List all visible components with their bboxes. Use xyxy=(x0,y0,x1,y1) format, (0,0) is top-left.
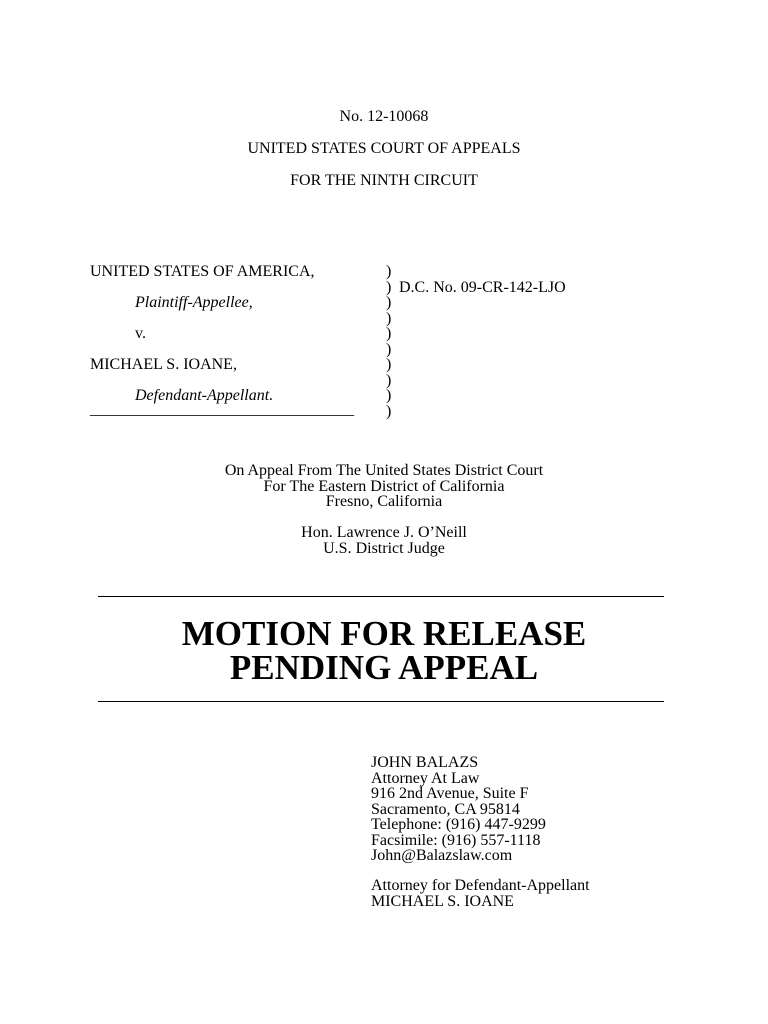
paren-mark: ) xyxy=(386,278,392,296)
plaintiff-name: UNITED STATES OF AMERICA, xyxy=(90,263,315,280)
district-court-number: D.C. No. 09-CR-142-LJO xyxy=(399,279,566,296)
attorney-block xyxy=(371,755,546,864)
defendant-role: Defendant-Appellant. xyxy=(135,387,274,404)
title-rule-bottom xyxy=(98,701,664,702)
judge-name: Hon. Lawrence J. O’Neill xyxy=(301,524,467,541)
plaintiff-role-text: Plaintiff-Appellee xyxy=(135,294,249,311)
attorney-address-1: 916 2nd Avenue, Suite F xyxy=(371,785,529,802)
appeal-line-2: For The Eastern District of California xyxy=(263,477,505,495)
court-name: UNITED STATES COURT OF APPEALS xyxy=(247,140,521,157)
attorney-title: Attorney At Law xyxy=(371,769,480,787)
caption-underline: _________________________________ xyxy=(90,401,354,418)
case-number: No. 12-10068 xyxy=(339,108,429,125)
paren-mark: ) xyxy=(386,356,392,373)
paren-mark: ) xyxy=(386,402,392,420)
paren-mark: ) xyxy=(386,294,392,311)
paren-mark: ) xyxy=(386,263,392,280)
attorney-role-block xyxy=(371,878,590,909)
document-title xyxy=(0,614,768,687)
attorney-email: John@Balazslaw.com xyxy=(371,847,513,864)
paren-mark: ) xyxy=(386,387,392,404)
title-line-2: PENDING APPEAL xyxy=(229,648,539,687)
plaintiff-role xyxy=(135,294,253,312)
caption-parentheses xyxy=(386,264,396,419)
title-rule-top xyxy=(98,596,664,597)
court-circuit: FOR THE NINTH CIRCUIT xyxy=(290,172,478,189)
paren-mark: ) xyxy=(386,371,392,389)
plaintiff-role-comma: , xyxy=(248,294,253,311)
attorney-address-2: Sacramento, CA 95814 xyxy=(371,800,520,818)
attorney-telephone: Telephone: (916) 447-9299 xyxy=(371,816,546,833)
judge-title: U.S. District Judge xyxy=(323,539,445,557)
paren-mark: ) xyxy=(386,309,392,327)
appeal-origin xyxy=(0,463,768,510)
title-line-1: MOTION FOR RELEASE xyxy=(181,614,587,653)
paren-mark: ) xyxy=(386,340,392,358)
appeal-line-1: On Appeal From The United States District Court xyxy=(224,462,544,479)
attorney-name: JOHN BALAZS xyxy=(371,754,479,771)
judge-block xyxy=(0,525,768,556)
attorney-role: Attorney for Defendant-Appellant xyxy=(371,877,590,894)
attorney-facsimile: Facsimile: (916) 557-1118 xyxy=(371,831,541,849)
attorney-client: MICHAEL S. IOANE xyxy=(371,892,514,910)
paren-mark: ) xyxy=(386,325,392,342)
versus: v. xyxy=(135,325,146,342)
defendant-name: MICHAEL S. IOANE, xyxy=(90,356,237,373)
appeal-line-3: Fresno, California xyxy=(325,493,443,510)
